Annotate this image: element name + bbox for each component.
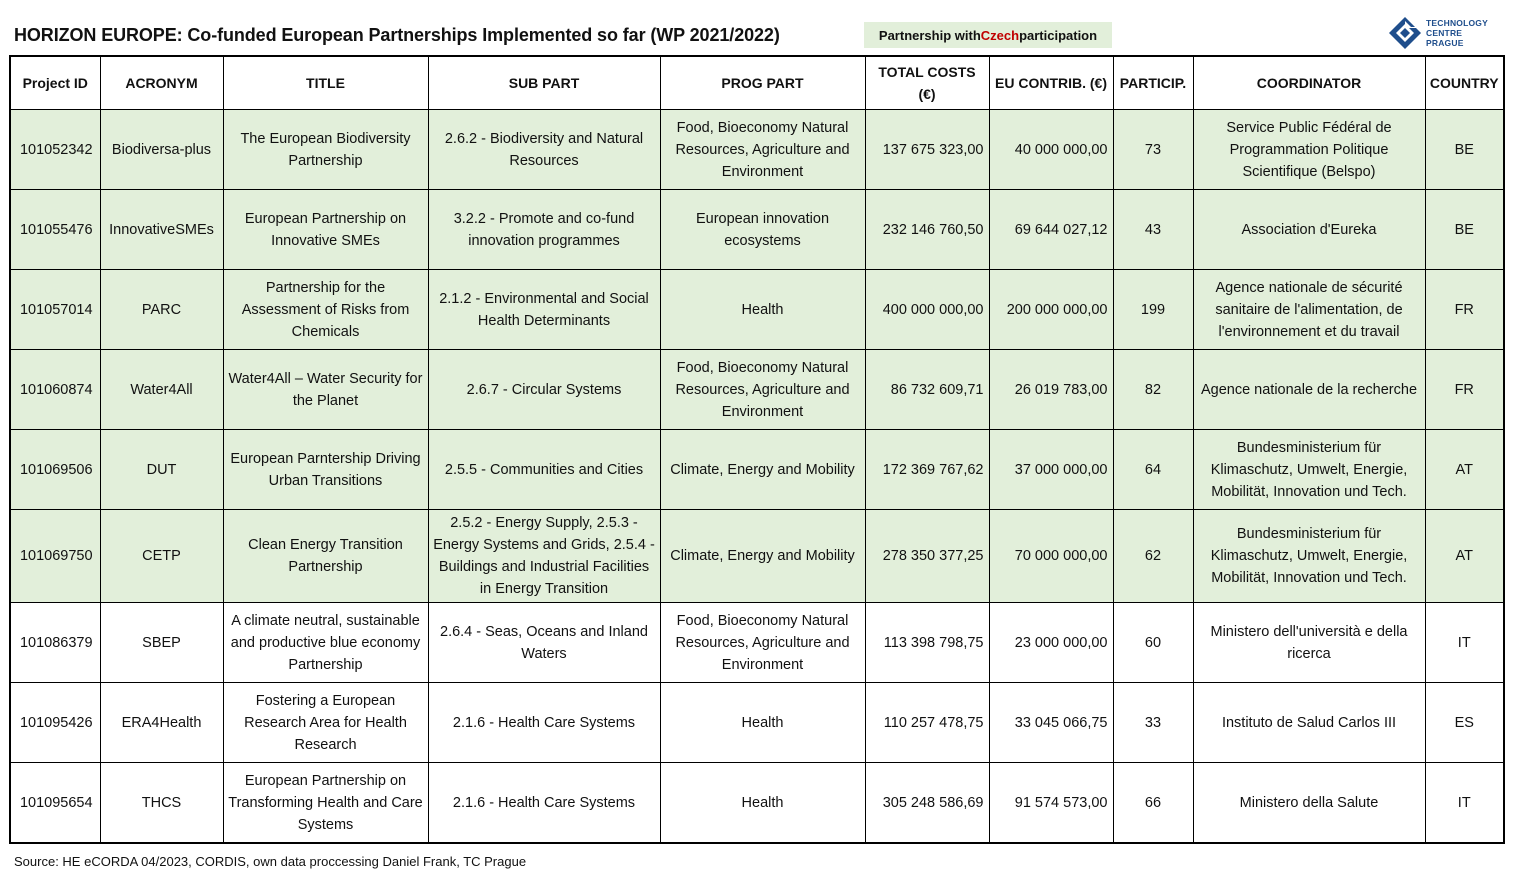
total-costs-cell: 172 369 767,62 (865, 430, 989, 510)
eu-contrib-cell: 69 644 027,12 (989, 190, 1113, 270)
project-id-cell: 101057014 (10, 270, 100, 350)
prog-part-cell: Health (660, 763, 865, 844)
project-id-cell: 101052342 (10, 110, 100, 190)
acronym-cell: ERA4Health (100, 683, 223, 763)
title-cell: Partnership for the Assessment of Risks from Chemicals (223, 270, 428, 350)
czech-participation-legend (864, 22, 1112, 48)
total-costs-cell: 86 732 609,71 (865, 350, 989, 430)
title-cell: Clean Energy Transition Partnership (223, 510, 428, 603)
total-costs-cell: 305 248 586,69 (865, 763, 989, 844)
title-cell: Fostering a European Research Area for Health Research (223, 683, 428, 763)
eu-contrib-cell: 37 000 000,00 (989, 430, 1113, 510)
table-header-row (10, 56, 1504, 110)
sub-part-cell: 2.6.2 - Biodiversity and Natural Resources (428, 110, 660, 190)
title-cell: European Partnership on Transforming Health and Care Systems (223, 763, 428, 844)
total-costs-cell: 400 000 000,00 (865, 270, 989, 350)
country-cell: FR (1425, 350, 1504, 430)
title-cell: The European Biodiversity Partnership (223, 110, 428, 190)
country-cell: ES (1425, 683, 1504, 763)
acronym-cell: THCS (100, 763, 223, 844)
title-cell: Water4All – Water Security for the Planet (223, 350, 428, 430)
eu-contrib-cell: 26 019 783,00 (989, 350, 1113, 430)
table-row (10, 350, 1504, 430)
acronym-cell: SBEP (100, 603, 223, 683)
eu-contrib-cell: 70 000 000,00 (989, 510, 1113, 603)
prog-part-cell: Climate, Energy and Mobility (660, 510, 865, 603)
table-row (10, 683, 1504, 763)
coordinator-cell: Agence nationale de sécurité sanitaire de l'alimentation, de l'environnement et du travail (1193, 270, 1425, 350)
eu-contrib-cell: 23 000 000,00 (989, 603, 1113, 683)
coordinator-cell: Ministero della Salute (1193, 763, 1425, 844)
prog-part-cell: Health (660, 270, 865, 350)
prog-part-cell: European innovation ecosystems (660, 190, 865, 270)
col-eu-contrib-header: EU CONTRIB. (€) (989, 56, 1113, 110)
project-id-cell: 101086379 (10, 603, 100, 683)
col-title-header: TITLE (223, 56, 428, 110)
prog-part-cell: Food, Bioeconomy Natural Resources, Agriculture and Environment (660, 603, 865, 683)
page-title: HORIZON EUROPE: Co-funded European Partnerships Implemented so far (WP 2021/2022) (14, 25, 780, 45)
total-costs-cell: 113 398 798,75 (865, 603, 989, 683)
col-total-costs-header: TOTAL COSTS (€) (865, 56, 989, 110)
table-row (10, 763, 1504, 844)
table-body (10, 110, 1504, 844)
country-cell: FR (1425, 270, 1504, 350)
col-acronym-header: ACRONYM (100, 56, 223, 110)
legend-prefix: Partnership with (878, 27, 981, 43)
title-cell: European Parntership Driving Urban Transitions (223, 430, 428, 510)
project-id-cell: 101095654 (10, 763, 100, 844)
country-cell: AT (1425, 510, 1504, 603)
sub-part-cell: 2.6.7 - Circular Systems (428, 350, 660, 430)
source-note: Source: HE eCORDA 04/2023, CORDIS, own data proccessing Daniel Frank, TC Prague (14, 854, 527, 869)
coordinator-cell: Agence nationale de la recherche (1193, 350, 1425, 430)
eu-contrib-cell: 200 000 000,00 (989, 270, 1113, 350)
acronym-cell: PARC (100, 270, 223, 350)
particip-cell: 64 (1113, 430, 1193, 510)
tc-prague-logo (1388, 14, 1500, 52)
table-row (10, 430, 1504, 510)
table-row (10, 270, 1504, 350)
project-id-cell: 101095426 (10, 683, 100, 763)
title-cell: European Partnership on Innovative SMEs (223, 190, 428, 270)
legend-suffix: participation (1019, 27, 1098, 43)
acronym-cell: Biodiversa-plus (100, 110, 223, 190)
col-sub-part-header: SUB PART (428, 56, 660, 110)
col-country-header: COUNTRY (1425, 56, 1504, 110)
project-id-cell: 101060874 (10, 350, 100, 430)
legend-highlight: Czech (980, 27, 1020, 43)
coordinator-cell: Bundesministerium für Klimaschutz, Umwelt, Energie, Mobilität, Innovation und Tech. (1193, 510, 1425, 603)
logo-line-2: CENTRE PRAGUE (1426, 28, 1464, 48)
total-costs-cell: 278 350 377,25 (865, 510, 989, 603)
country-cell: IT (1425, 763, 1504, 844)
acronym-cell: Water4All (100, 350, 223, 430)
sub-part-cell: 2.5.2 - Energy Supply, 2.5.3 - Energy Systems and Grids, 2.5.4 - Buildings and Industrial Facilities in Energy Transition (428, 510, 660, 603)
col-prog-part-header: PROG PART (660, 56, 865, 110)
sub-part-cell: 2.1.2 - Environmental and Social Health Determinants (428, 270, 660, 350)
coordinator-cell: Service Public Fédéral de Programmation Politique Scientifique (Belspo) (1193, 110, 1425, 190)
acronym-cell: InnovativeSMEs (100, 190, 223, 270)
sub-part-cell: 2.1.6 - Health Care Systems (428, 763, 660, 844)
eu-contrib-cell: 91 574 573,00 (989, 763, 1113, 844)
particip-cell: 66 (1113, 763, 1193, 844)
total-costs-cell: 137 675 323,00 (865, 110, 989, 190)
acronym-cell: DUT (100, 430, 223, 510)
table-row (10, 110, 1504, 190)
prog-part-cell: Food, Bioeconomy Natural Resources, Agriculture and Environment (660, 350, 865, 430)
table-row (10, 190, 1504, 270)
tc-prague-logo-icon (1388, 16, 1422, 50)
coordinator-cell: Instituto de Salud Carlos III (1193, 683, 1425, 763)
total-costs-cell: 110 257 478,75 (865, 683, 989, 763)
project-id-cell: 101069750 (10, 510, 100, 603)
partnerships-table (9, 55, 1505, 844)
col-particip-header: PARTICIP. (1113, 56, 1193, 110)
country-cell: BE (1425, 110, 1504, 190)
particip-cell: 73 (1113, 110, 1193, 190)
particip-cell: 199 (1113, 270, 1193, 350)
particip-cell: 82 (1113, 350, 1193, 430)
project-id-cell: 101055476 (10, 190, 100, 270)
coordinator-cell: Association d'Eureka (1193, 190, 1425, 270)
title-cell: A climate neutral, sustainable and productive blue economy Partnership (223, 603, 428, 683)
country-cell: IT (1425, 603, 1504, 683)
sub-part-cell: 3.2.2 - Promote and co-fund innovation programmes (428, 190, 660, 270)
prog-part-cell: Health (660, 683, 865, 763)
eu-contrib-cell: 40 000 000,00 (989, 110, 1113, 190)
country-cell: AT (1425, 430, 1504, 510)
sub-part-cell: 2.6.4 - Seas, Oceans and Inland Waters (428, 603, 660, 683)
prog-part-cell: Climate, Energy and Mobility (660, 430, 865, 510)
country-cell: BE (1425, 190, 1504, 270)
col-project-id-header: Project ID (10, 56, 100, 110)
prog-part-cell: Food, Bioeconomy Natural Resources, Agriculture and Environment (660, 110, 865, 190)
sub-part-cell: 2.1.6 - Health Care Systems (428, 683, 660, 763)
total-costs-cell: 232 146 760,50 (865, 190, 989, 270)
logo-line-1: TECHNOLOGY (1426, 18, 1488, 28)
col-coordinator-header: COORDINATOR (1193, 56, 1425, 110)
particip-cell: 33 (1113, 683, 1193, 763)
project-id-cell: 101069506 (10, 430, 100, 510)
sub-part-cell: 2.5.5 - Communities and Cities (428, 430, 660, 510)
particip-cell: 43 (1113, 190, 1193, 270)
particip-cell: 62 (1113, 510, 1193, 603)
coordinator-cell: Ministero dell'università e della ricerca (1193, 603, 1425, 683)
table-row (10, 510, 1504, 603)
particip-cell: 60 (1113, 603, 1193, 683)
eu-contrib-cell: 33 045 066,75 (989, 683, 1113, 763)
acronym-cell: CETP (100, 510, 223, 603)
table-row (10, 603, 1504, 683)
coordinator-cell: Bundesministerium für Klimaschutz, Umwelt, Energie, Mobilität, Innovation und Tech. (1193, 430, 1425, 510)
